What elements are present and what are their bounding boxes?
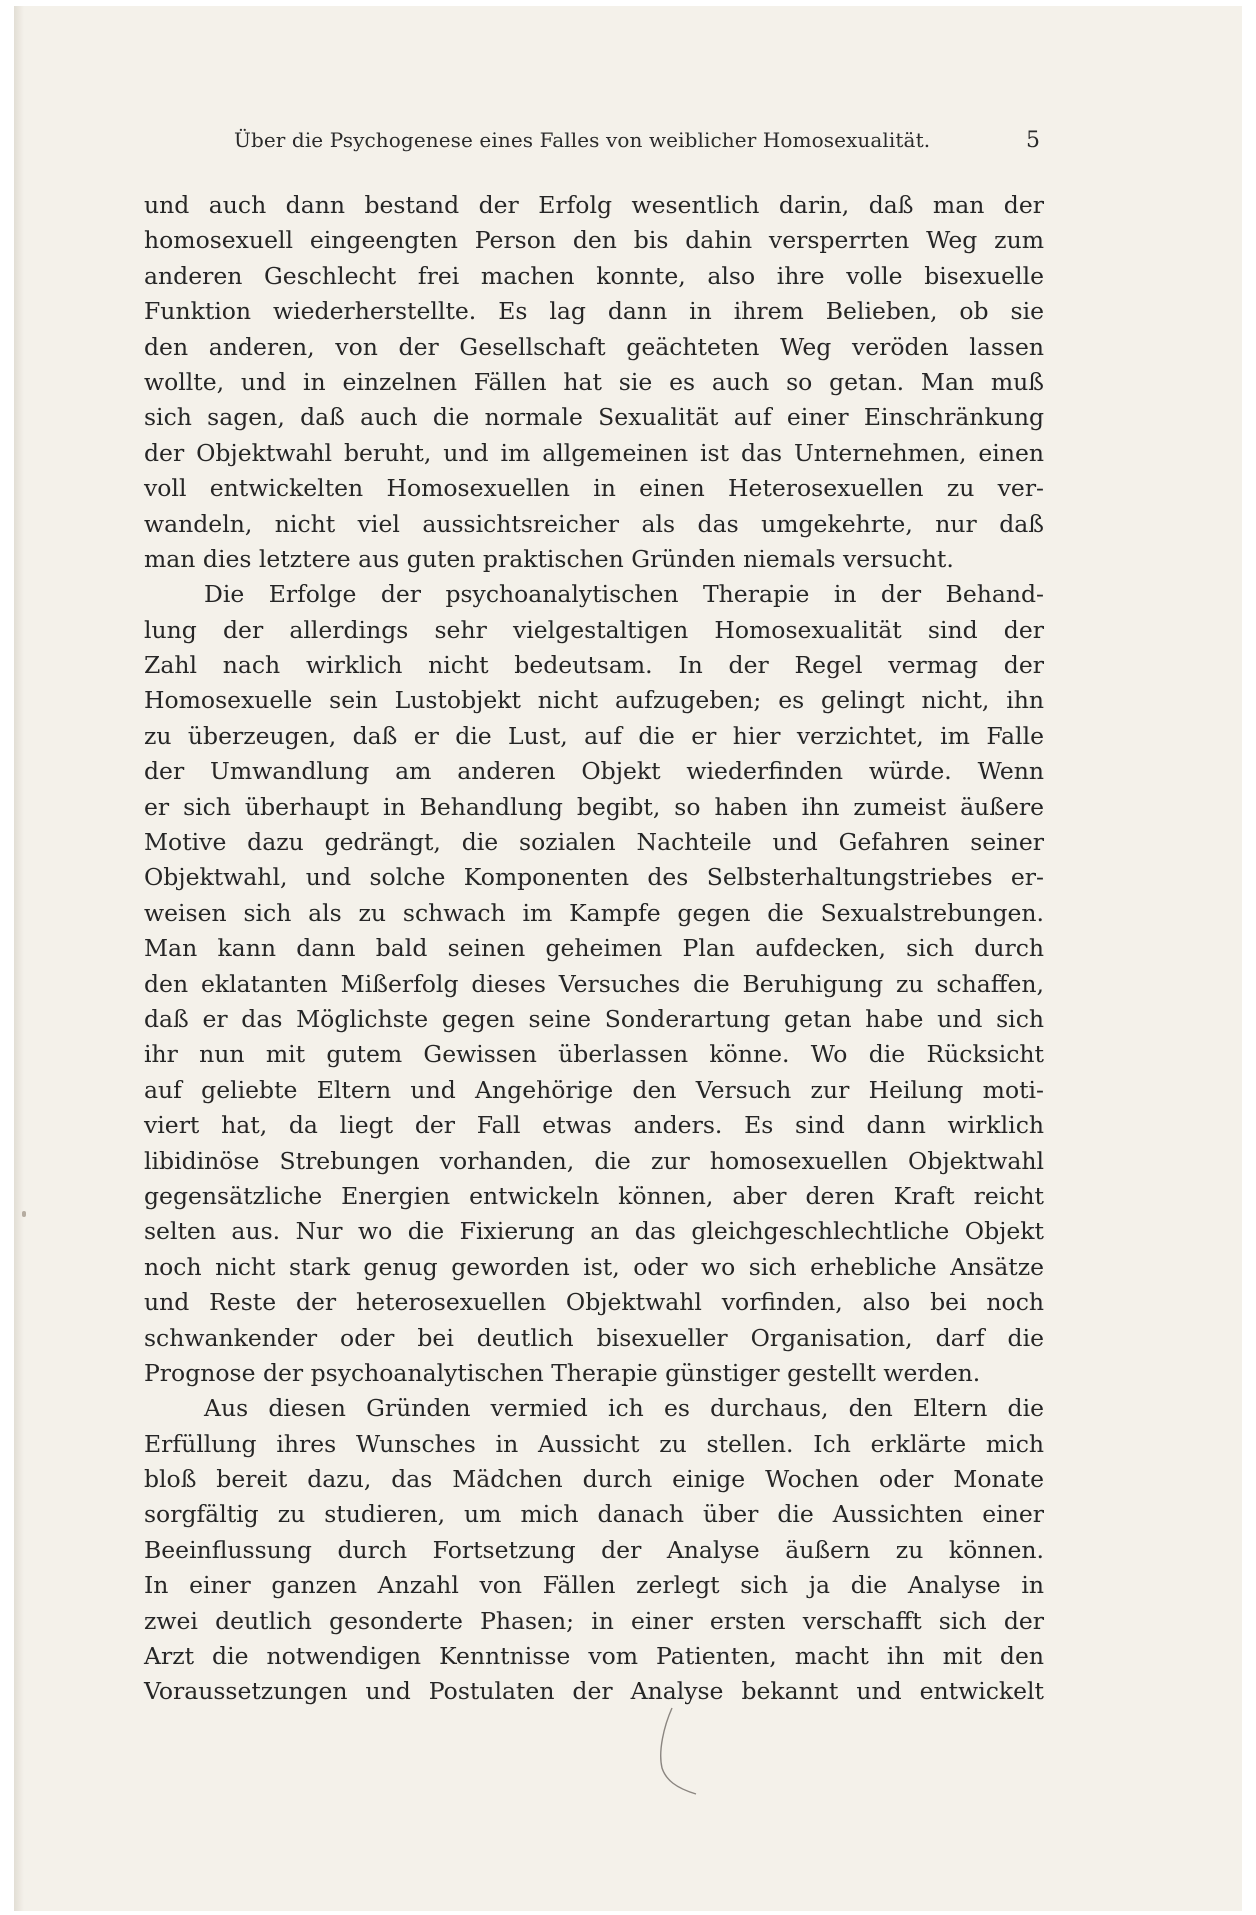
- text-line: Die Erfolge der psychoanalytischen Therapie in der Behand-: [204, 580, 1044, 609]
- text-line: Objektwahl, und solche Komponenten des Selbsterhaltungstriebes er-: [144, 863, 1044, 892]
- text-line: gegensätzliche Energien entwickeln können, aber deren Kraft reicht: [144, 1181, 1044, 1210]
- text-line: wollte, und in einzelnen Fällen hat sie es auch so getan. Man muß: [144, 367, 1044, 396]
- text-line: libidinöse Strebungen vorhanden, die zur homosexuellen Objektwahl: [144, 1146, 1044, 1175]
- text-line: der Objektwahl beruht, und im allgemeinen ist das Unternehmen, einen: [144, 438, 1044, 467]
- text-line: Man kann dann bald seinen geheimen Plan aufdecken, sich durch: [144, 934, 1044, 963]
- text-line: homosexuell eingeengten Person den bis dahin versperrten Weg zum: [144, 226, 1044, 255]
- text-line: und Reste der heterosexuellen Objektwahl vorfinden, also bei noch: [144, 1288, 1044, 1317]
- text-line: er sich überhaupt in Behandlung begibt, so haben ihn zumeist äußere: [144, 792, 1044, 821]
- text-line: und auch dann bestand der Erfolg wesentlich darin, daß man der: [144, 191, 1044, 219]
- text-line: den anderen, von der Gesellschaft geächteten Weg veröden lassen: [144, 332, 1044, 361]
- text-line: Arzt die notwendigen Kenntnisse vom Patienten, macht ihn mit den: [144, 1642, 1044, 1671]
- text-line: weisen sich als zu schwach im Kampfe gegen die Sexualstrebungen.: [144, 898, 1044, 927]
- book-page: [14, 6, 1242, 1911]
- text-line: Voraussetzungen und Postulaten der Analyse bekannt und entwickelt: [144, 1677, 1044, 1706]
- text-line: voll entwickelten Homosexuellen in einen Heterosexuellen zu ver-: [144, 474, 1044, 503]
- text-line: wandeln, nicht viel aussichtsreicher als das umgekehrte, nur daß: [144, 509, 1044, 538]
- text-line: Erfüllung ihres Wunsches in Aussicht zu stellen. Ich erklärte mich: [144, 1429, 1044, 1458]
- text-line: ihr nun mit gutem Gewissen überlassen könne. Wo die Rücksicht: [144, 1040, 1044, 1069]
- text-line: zu überzeugen, daß er die Lust, auf die er hier verzichtet, im Falle: [144, 721, 1044, 750]
- text-line: zwei deutlich gesonderte Phasen; in einer ersten verschafft sich der: [144, 1606, 1044, 1635]
- text-line: Homosexuelle sein Lustobjekt nicht aufzugeben; es gelingt nicht, ihn: [144, 686, 1044, 715]
- pencil-annotation-mark: [654, 1706, 714, 1796]
- margin-speck: [22, 1211, 26, 1217]
- text-line: Zahl nach wirklich nicht bedeutsam. In der Regel vermag der: [144, 651, 1044, 680]
- text-line: anderen Geschlecht frei machen konnte, also ihre volle bisexuelle: [144, 261, 1044, 290]
- text-line: Prognose der psychoanalytischen Therapie günstiger gestellt werden.: [144, 1358, 981, 1387]
- text-line: Beeinflussung durch Fortsetzung der Analyse äußern zu können.: [144, 1535, 1044, 1564]
- text-line: den eklatanten Mißerfolg dieses Versuches die Beruhigung zu schaffen,: [144, 969, 1044, 998]
- text-line: der Umwandlung am anderen Objekt wiederfinden würde. Wenn: [144, 757, 1044, 786]
- text-line: schwankender oder bei deutlich bisexueller Organisation, darf die: [144, 1323, 1044, 1352]
- text-line: noch nicht stark genug geworden ist, oder wo sich erhebliche Ansätze: [144, 1252, 1044, 1281]
- text-line: Motive dazu gedrängt, die sozialen Nachteile und Gefahren seiner: [144, 828, 1044, 857]
- text-line: lung der allerdings sehr vielgestaltigen Homosexualität sind der: [144, 615, 1044, 644]
- running-header: Über die Psychogenese eines Falles von weiblicher Homosexualität.: [234, 128, 931, 152]
- text-line: selten aus. Nur wo die Fixierung an das gleichgeschlechtliche Objekt: [144, 1217, 1044, 1246]
- text-line: man dies letztere aus guten praktischen Gründen niemals versucht.: [144, 544, 954, 573]
- text-line: In einer ganzen Anzahl von Fällen zerlegt sich ja die Analyse in: [144, 1571, 1044, 1600]
- text-line: daß er das Möglichste gegen seine Sonderartung getan habe und sich: [144, 1004, 1044, 1033]
- body-text: [144, 188, 1044, 1710]
- text-line: viert hat, da liegt der Fall etwas anders. Es sind dann wirklich: [144, 1111, 1044, 1140]
- text-line: sorgfältig zu studieren, um mich danach über die Aussichten einer: [144, 1500, 1044, 1529]
- text-line: bloß bereit dazu, das Mädchen durch einige Wochen oder Monate: [144, 1465, 1044, 1494]
- text-line: Funktion wiederherstellte. Es lag dann in ihrem Belieben, ob sie: [144, 297, 1044, 326]
- text-line: sich sagen, daß auch die normale Sexualität auf einer Einschränkung: [144, 403, 1044, 432]
- text-line: Aus diesen Gründen vermied ich es durchaus, den Eltern die: [204, 1394, 1044, 1423]
- text-line: auf geliebte Eltern und Angehörige den Versuch zur Heilung moti-: [144, 1075, 1044, 1104]
- page-number: 5: [1026, 128, 1040, 153]
- page-binding-shadow: [14, 6, 24, 1911]
